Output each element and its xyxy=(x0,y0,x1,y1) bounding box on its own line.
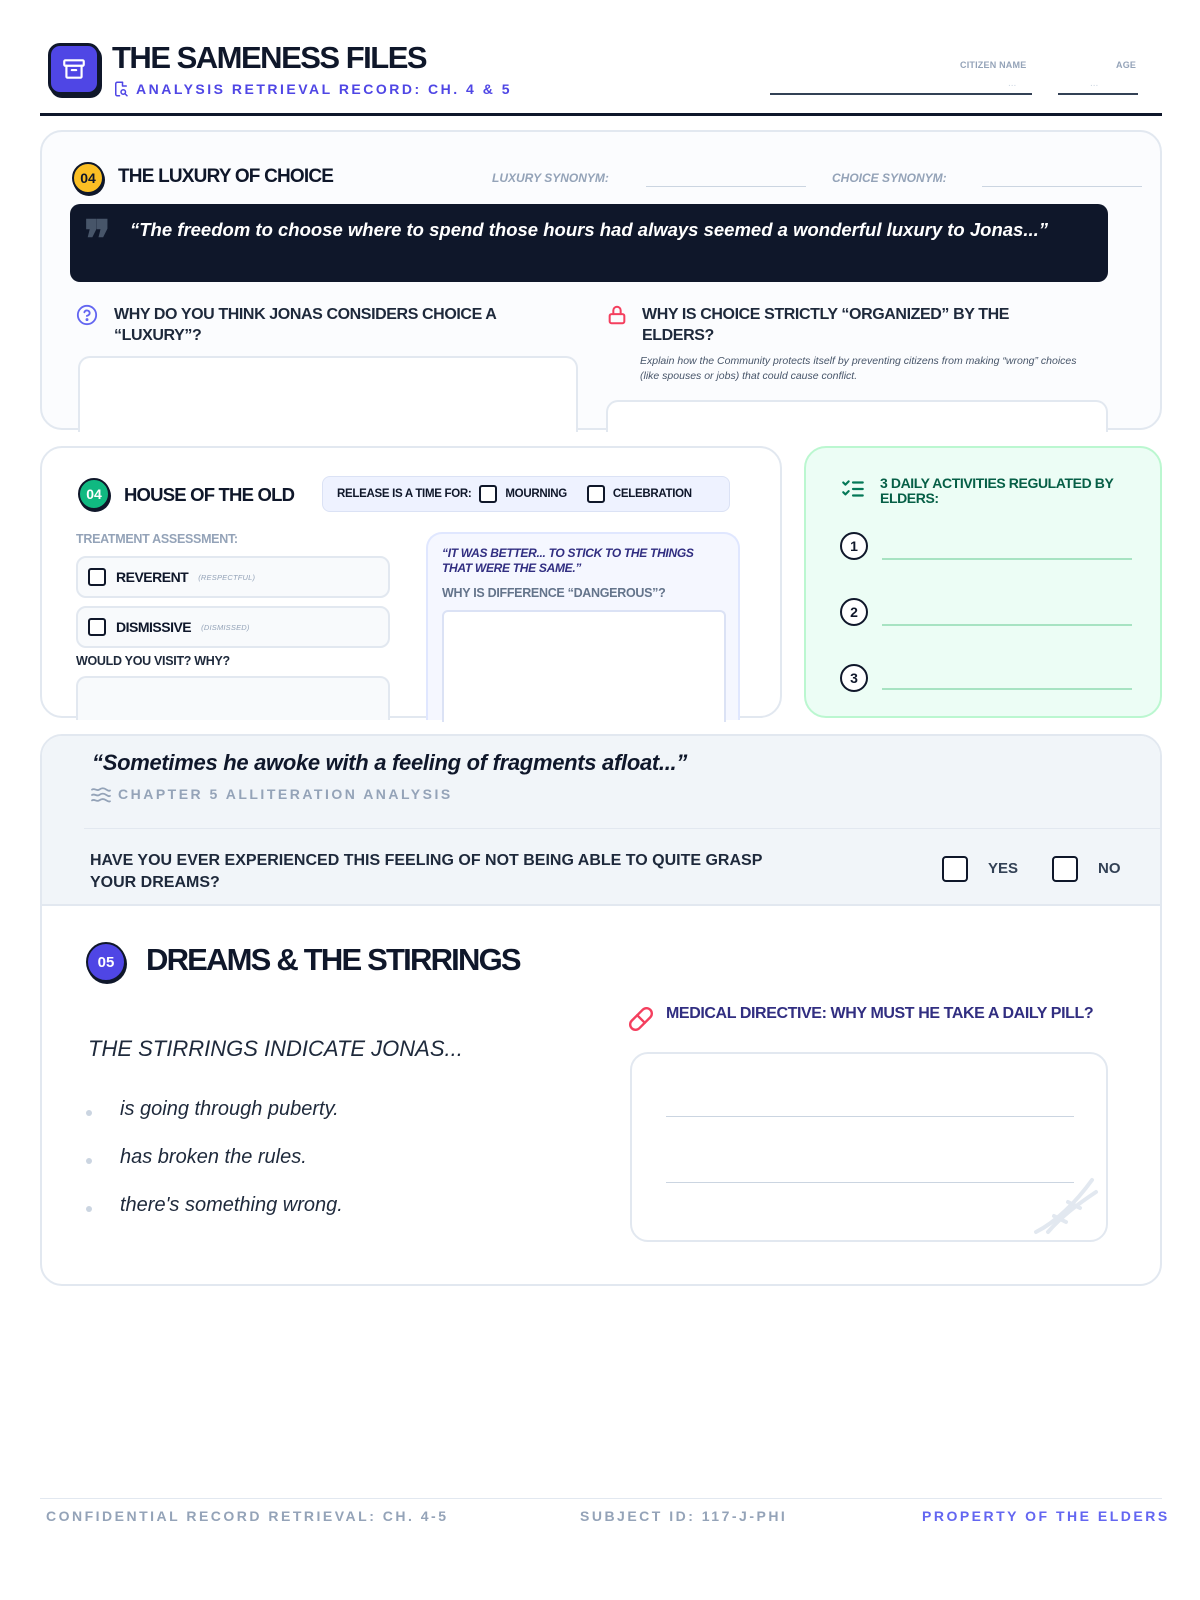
quote-banner xyxy=(70,204,1108,282)
lock-icon xyxy=(606,304,628,326)
pill-icon xyxy=(628,1006,654,1032)
release-options xyxy=(322,476,730,512)
citizen-name-label: CITIZEN NAME xyxy=(960,60,1027,70)
page-header xyxy=(40,38,1162,116)
archive-icon xyxy=(48,43,100,95)
difference-question: WHY IS DIFFERENCE “DANGEROUS”? xyxy=(442,586,666,600)
footer-right: PROPERTY OF THE ELDERS xyxy=(922,1508,1170,1524)
choice-synonym-label: CHOICE SYNONYM: xyxy=(832,171,947,185)
page-title: THE SAMENESS FILES xyxy=(112,40,427,75)
activity-line-3[interactable] xyxy=(882,688,1132,690)
dismissive-checkbox[interactable] xyxy=(88,618,106,636)
house-of-the-old-card xyxy=(40,446,782,718)
yes-label: YES xyxy=(988,860,1019,877)
dna-icon xyxy=(1028,1172,1100,1238)
answer-line-1 xyxy=(666,1116,1074,1117)
alliteration-label: CHAPTER 5 ALLITERATION ANALYSIS xyxy=(118,786,453,802)
luxury-synonym-label: LUXURY SYNONYM: xyxy=(492,171,609,185)
mourning-label: MOURNING xyxy=(505,488,567,500)
question-organized: WHY IS CHOICE STRICTLY “ORGANIZED” BY THE ELDERS? xyxy=(642,306,1010,344)
no-label: NO xyxy=(1098,860,1121,877)
activity-line-2[interactable] xyxy=(882,624,1132,626)
citizen-name-placeholder: ... xyxy=(1008,78,1017,89)
treatment-label: TREATMENT ASSESSMENT: xyxy=(76,532,238,546)
dismissive-option[interactable] xyxy=(76,606,390,648)
section-badge: 05 xyxy=(86,942,126,982)
activity-number-2: 2 xyxy=(840,598,868,626)
quote-text: “The freedom to choose where to spend those hours had always seemed a wonderful luxury to Jonas...” xyxy=(130,219,1048,240)
medical-question: MEDICAL DIRECTIVE: WHY MUST HE TAKE A DAILY PILL? xyxy=(666,1005,1094,1022)
release-label: RELEASE IS A TIME FOR: xyxy=(337,488,472,500)
mourning-checkbox[interactable] xyxy=(479,485,497,503)
activity-number-3: 3 xyxy=(840,664,868,692)
reverent-sub: (RESPECTFUL) xyxy=(198,572,256,582)
section-title: THE LUXURY OF CHOICE xyxy=(118,166,334,187)
sameness-quote: “IT WAS BETTER... TO STICK TO THE THINGS THAT WERE THE SAME.” xyxy=(442,546,694,575)
age-field[interactable] xyxy=(1058,93,1138,95)
stirrings-option-2: has broken the rules. xyxy=(120,1146,307,1168)
luxury-of-choice-card xyxy=(40,130,1162,430)
difference-answer-box[interactable] xyxy=(442,610,726,722)
reverent-checkbox[interactable] xyxy=(88,568,106,586)
dismissive-sub: (DISMISSED) xyxy=(201,622,250,632)
bullet-dot xyxy=(86,1158,92,1164)
divider xyxy=(84,828,1162,829)
alliteration-quote: “Sometimes he awoke with a feeling of fragments afloat...” xyxy=(92,750,688,775)
answer-organized-box[interactable] xyxy=(606,400,1108,432)
alliteration-panel xyxy=(42,736,1162,906)
dream-question: HAVE YOU EVER EXPERIENCED THIS FEELING OF NOT BEING ABLE TO QUITE GRASP YOUR DREAMS? xyxy=(90,852,763,891)
daily-activities-card xyxy=(804,446,1162,718)
no-checkbox[interactable] xyxy=(1052,856,1078,882)
stirrings-option-3: there's something wrong. xyxy=(120,1194,343,1216)
document-search-icon xyxy=(112,80,130,98)
question-organized-note: Explain how the Community protects itself by preventing citizens from making “wrong” choices (like spouses or jobs) that could cause conflict. xyxy=(640,355,1077,382)
medical-answer-box[interactable] xyxy=(630,1052,1108,1242)
activities-title: 3 DAILY ACTIVITIES REGULATED BY ELDERS: xyxy=(880,475,1114,506)
answer-luxury-box[interactable] xyxy=(78,356,578,432)
activity-line-1[interactable] xyxy=(882,558,1132,560)
visit-label: WOULD YOU VISIT? WHY? xyxy=(76,654,230,668)
citizen-name-field[interactable] xyxy=(770,93,1032,95)
chapter-5-card xyxy=(40,734,1162,1286)
activity-number-1: 1 xyxy=(840,532,868,560)
checklist-icon xyxy=(840,476,866,502)
dismissive-label: DISMISSIVE xyxy=(116,619,192,635)
waves-icon xyxy=(90,786,112,804)
section-badge: 04 xyxy=(72,162,104,194)
section-title: HOUSE OF THE OLD xyxy=(124,484,295,505)
footer-center: SUBJECT ID: 117-J-PHI xyxy=(580,1508,788,1524)
footer-divider xyxy=(40,1498,1162,1499)
bullet-dot xyxy=(86,1110,92,1116)
section-badge: 04 xyxy=(78,478,110,510)
age-label: AGE xyxy=(1116,60,1137,70)
page-subtitle: ANALYSIS RETRIEVAL RECORD: CH. 4 & 5 xyxy=(136,81,513,97)
answer-line-2 xyxy=(666,1182,1074,1183)
choice-synonym-field[interactable] xyxy=(982,186,1142,187)
question-luxury: WHY DO YOU THINK JONAS CONSIDERS CHOICE A “LUXURY”? xyxy=(114,306,496,344)
age-placeholder: ... xyxy=(1090,78,1099,89)
question-icon xyxy=(76,304,98,326)
reverent-option[interactable] xyxy=(76,556,390,598)
footer-left: CONFIDENTIAL RECORD RETRIEVAL: CH. 4-5 xyxy=(46,1508,449,1524)
luxury-synonym-field[interactable] xyxy=(646,186,806,187)
celebration-label: CELEBRATION xyxy=(612,488,692,500)
dreams-title: DREAMS & THE STIRRINGS xyxy=(146,942,520,977)
celebration-checkbox[interactable] xyxy=(587,485,605,503)
sameness-quote-panel xyxy=(426,532,740,720)
stirrings-heading: THE STIRRINGS INDICATE JONAS... xyxy=(88,1036,463,1061)
stirrings-option-1: is going through puberty. xyxy=(120,1098,339,1120)
subtitle-row xyxy=(112,80,512,98)
bullet-dot xyxy=(86,1206,92,1212)
reverent-label: REVERENT xyxy=(116,569,189,585)
visit-answer-box[interactable] xyxy=(76,676,390,720)
yes-checkbox[interactable] xyxy=(942,856,968,882)
quote-icon: ❞ xyxy=(84,209,111,268)
